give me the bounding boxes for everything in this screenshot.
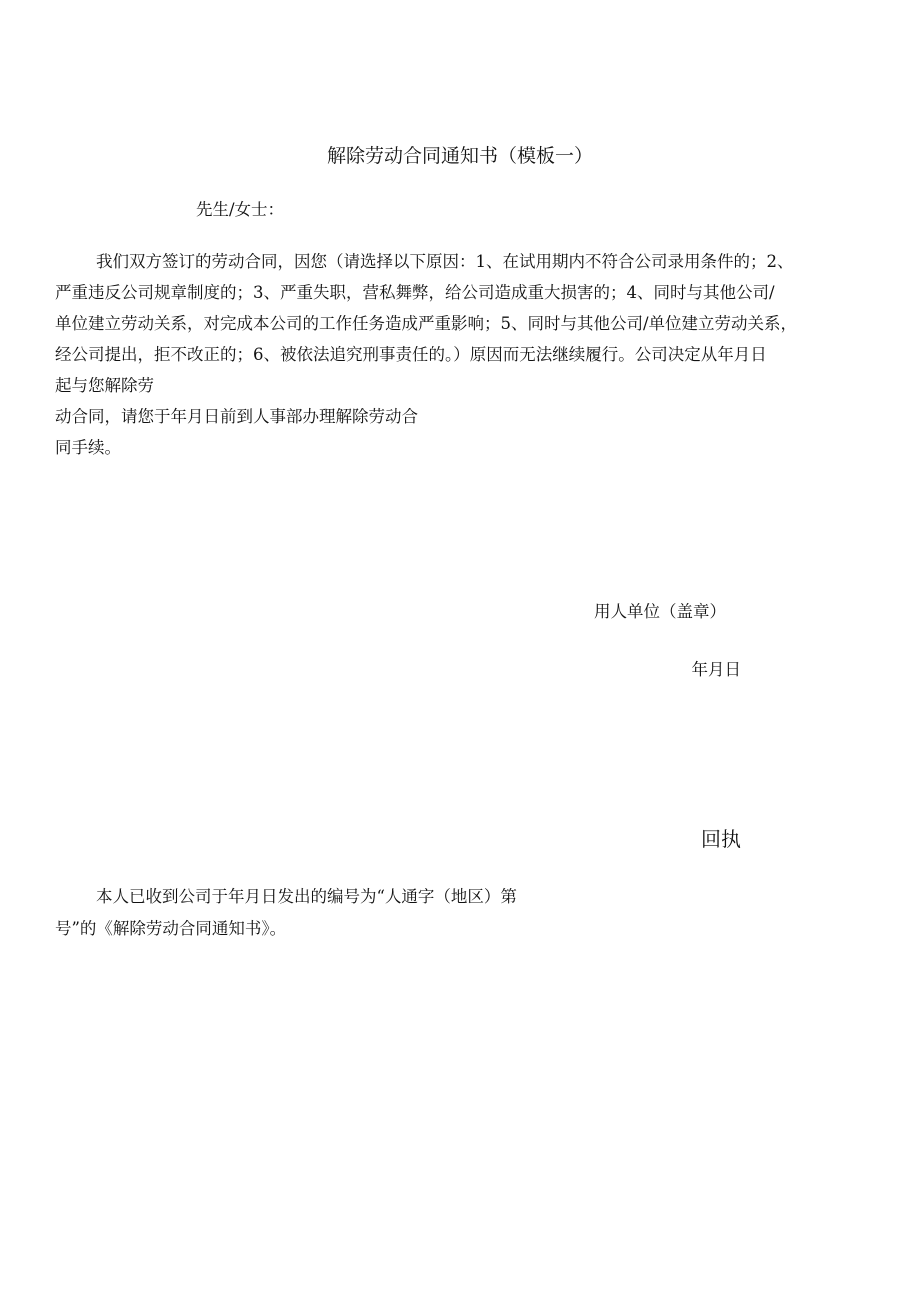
body-line: 严重违反公司规章制度的；3、严重失职，营私舞弊，给公司造成重大损害的；4、同时与其他公司/ [55,283,775,302]
salutation: 先生/女士： [196,200,285,219]
notice-date: 年月日 [691,660,741,679]
employer-seal: 用人单位（盖章） [594,602,726,621]
receipt-line: 号”的《解除劳动合同通知书》。 [55,919,287,938]
body-line: 动合同，请您于年月日前到人事部办理解除劳动合 [55,407,418,426]
body-line: 同手续。 [55,438,121,457]
document-title: 解除劳动合同通知书（模板一） [326,145,593,167]
body-line: 单位建立劳动关系，对完成本公司的工作任务造成严重影响；5、同时与其他公司/单位建立劳动关系， [55,314,798,333]
body-line: 经公司提出，拒不改正的；6、被依法追究刑事责任的。）原因而无法继续履行。公司决定从年月日 [55,345,767,364]
receipt-line: 本人已收到公司于年月日发出的编号为“人通字（地区）第 [96,887,517,906]
body-line: 起与您解除劳 [55,376,154,395]
body-line: 我们双方签订的劳动合同，因您（请选择以下原因：1、在试用期内不符合公司录用条件的；2、 [96,252,794,271]
receipt-title: 回执 [701,827,741,851]
